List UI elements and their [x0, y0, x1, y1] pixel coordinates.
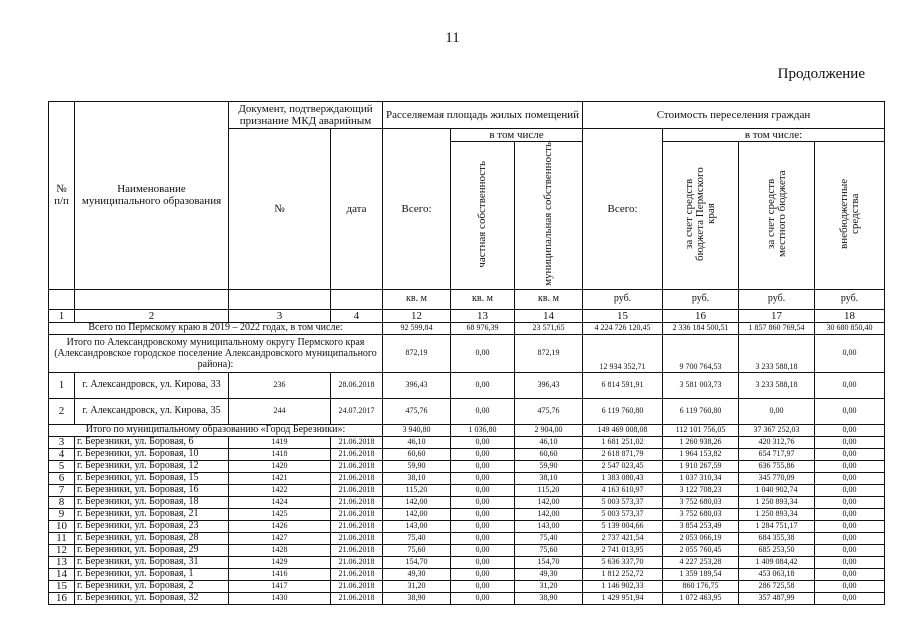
row-number: 8 [49, 496, 75, 508]
header-cost-extra: внебюджетные средства [815, 142, 885, 290]
row-value: 0,00 [451, 460, 515, 472]
aleks-total-value: 12 934 352,71 [583, 334, 663, 372]
row-value: 75,60 [383, 544, 451, 556]
header-doc-num: № [229, 129, 331, 290]
row-value: 1 910 267,59 [663, 460, 739, 472]
row-value: 154,70 [515, 556, 583, 568]
row-doc-date: 21.06.2018 [331, 532, 383, 544]
col-number: 12 [383, 309, 451, 322]
row-value: 0,00 [815, 580, 885, 592]
row-doc-number: 1418 [229, 448, 331, 460]
row-value: 1 409 084,42 [739, 556, 815, 568]
total-value: 68 976,39 [451, 322, 515, 334]
table-row [49, 544, 885, 556]
resettlement-table [48, 101, 885, 605]
row-address: г. Березники, ул. Боровая, 12 [75, 460, 229, 472]
aleks-total-row [49, 334, 885, 372]
header-doc-date: дата [331, 129, 383, 290]
aleks-total-label: Итого по Александровскому муниципальному округу Пермского края (Александровское городское поселение Александровского муниципального района): [49, 334, 383, 372]
row-value: 0,00 [451, 520, 515, 532]
row-doc-date: 21.06.2018 [331, 484, 383, 496]
row-value: 345 770,09 [739, 472, 815, 484]
row-value: 2 547 023,45 [583, 460, 663, 472]
row-value: 357 487,99 [739, 592, 815, 604]
table-row [49, 532, 885, 544]
row-value: 1 383 080,43 [583, 472, 663, 484]
row-value: 0,00 [451, 398, 515, 424]
row-address: г. Березники, ул. Боровая, 29 [75, 544, 229, 556]
row-value: 75,40 [383, 532, 451, 544]
col-number: 1 [49, 309, 75, 322]
row-doc-date: 21.06.2018 [331, 448, 383, 460]
row-value: 3 122 708,23 [663, 484, 739, 496]
row-value: 1 250 893,34 [739, 508, 815, 520]
row-value: 0,00 [815, 556, 885, 568]
row-number: 9 [49, 508, 75, 520]
row-value: 2 737 421,54 [583, 532, 663, 544]
row-doc-date: 21.06.2018 [331, 508, 383, 520]
header-cost-total: Всего: [583, 129, 663, 290]
unit-area-private: кв. м [451, 289, 515, 309]
row-value: 0,00 [815, 436, 885, 448]
continuation-label: Продолжение [777, 66, 865, 82]
row-value: 115,20 [515, 484, 583, 496]
row-value: 0,00 [451, 580, 515, 592]
row-doc-number: 1422 [229, 484, 331, 496]
table-header [49, 102, 885, 323]
row-value: 0,00 [815, 372, 885, 398]
col-number: 3 [229, 309, 331, 322]
header-cost-incl: в том числе: [663, 129, 885, 142]
row-value: 38,10 [515, 472, 583, 484]
bereznik-total-value: 112 101 756,05 [663, 424, 739, 436]
header-area-incl: в том числе [451, 129, 583, 142]
row-value: 1 250 893,34 [739, 496, 815, 508]
row-value: 38,10 [383, 472, 451, 484]
row-doc-number: 1427 [229, 532, 331, 544]
row-value: 453 063,18 [739, 568, 815, 580]
row-address: г. Александровск, ул. Кирова, 33 [75, 372, 229, 398]
row-address: г. Березники, ул. Боровая, 1 [75, 568, 229, 580]
row-address: г. Березники, ул. Боровая, 15 [75, 472, 229, 484]
row-value: 0,00 [451, 556, 515, 568]
row-address: г. Березники, ул. Боровая, 2 [75, 580, 229, 592]
row-value: 0,00 [451, 568, 515, 580]
row-value: 3 854 253,49 [663, 520, 739, 532]
bereznik-total-value: 0,00 [815, 424, 885, 436]
header-area: Расселяемая площадь жилых помещений [383, 102, 583, 129]
row-value: 654 717,97 [739, 448, 815, 460]
row-doc-date: 21.06.2018 [331, 580, 383, 592]
row-address: г. Березники, ул. Боровая, 32 [75, 592, 229, 604]
row-value: 860 176,75 [663, 580, 739, 592]
total-row [49, 322, 885, 334]
header-doc: Документ, подтверждающий признание МКД аварийным [229, 102, 383, 129]
row-doc-number: 1430 [229, 592, 331, 604]
row-address: г. Березники, ул. Боровая, 31 [75, 556, 229, 568]
row-number: 13 [49, 556, 75, 568]
row-number: 5 [49, 460, 75, 472]
row-value: 75,40 [515, 532, 583, 544]
bereznik-total-value: 2 904,00 [515, 424, 583, 436]
row-value: 636 755,86 [739, 460, 815, 472]
page-number: 11 [445, 30, 460, 46]
row-number: 7 [49, 484, 75, 496]
table-row [49, 484, 885, 496]
row-doc-number: 1420 [229, 460, 331, 472]
total-value: 2 336 184 500,51 [663, 322, 739, 334]
row-doc-date: 21.06.2018 [331, 592, 383, 604]
bereznik-total-label: Итого по муниципальному образованию «Город Березники»: [49, 424, 383, 436]
row-value: 0,00 [815, 568, 885, 580]
row-doc-number: 1429 [229, 556, 331, 568]
row-value: 1 429 951,94 [583, 592, 663, 604]
row-value: 1 964 153,82 [663, 448, 739, 460]
header-num: № п/п [49, 102, 75, 290]
row-value: 1 037 310,34 [663, 472, 739, 484]
row-doc-date: 21.06.2018 [331, 520, 383, 532]
col-number: 17 [739, 309, 815, 322]
row-doc-number: 1426 [229, 520, 331, 532]
row-value: 1 681 251,02 [583, 436, 663, 448]
row-value: 2 053 066,19 [663, 532, 739, 544]
row-value: 3 752 680,03 [663, 508, 739, 520]
row-value: 2 055 760,45 [663, 544, 739, 556]
row-value: 6 119 760,80 [663, 398, 739, 424]
table-row [49, 436, 885, 448]
row-value: 31,20 [515, 580, 583, 592]
row-address: г. Березники, ул. Боровая, 16 [75, 484, 229, 496]
row-value: 49,30 [383, 568, 451, 580]
row-value: 5 003 573,37 [583, 508, 663, 520]
header-cost-local: за счет средств местного бюджета [739, 142, 815, 290]
row-value: 142,00 [515, 508, 583, 520]
row-value: 60,60 [515, 448, 583, 460]
table-row [49, 592, 885, 604]
row-doc-date: 21.06.2018 [331, 568, 383, 580]
row-value: 1 146 902,33 [583, 580, 663, 592]
row-value: 143,00 [515, 520, 583, 532]
row-doc-number: 1421 [229, 472, 331, 484]
unit-cost-region: руб. [663, 289, 739, 309]
row-number: 12 [49, 544, 75, 556]
row-value: 5 003 573,37 [583, 496, 663, 508]
total-label: Всего по Пермскому краю в 2019 – 2022 годах, в том числе: [49, 322, 383, 334]
col-number: 14 [515, 309, 583, 322]
row-value: 396,43 [515, 372, 583, 398]
row-value: 0,00 [815, 520, 885, 532]
bereznik-total-value: 1 036,80 [451, 424, 515, 436]
table-row [49, 580, 885, 592]
table-row [49, 496, 885, 508]
bereznik-total-row [49, 424, 885, 436]
row-value: 38,90 [383, 592, 451, 604]
row-address: г. Александровск, ул. Кирова, 35 [75, 398, 229, 424]
row-value: 4 227 253,28 [663, 556, 739, 568]
row-address: г. Березники, ул. Боровая, 18 [75, 496, 229, 508]
row-value: 396,43 [383, 372, 451, 398]
row-value: 475,76 [515, 398, 583, 424]
aleks-total-value: 9 700 764,53 [663, 334, 739, 372]
row-doc-date: 21.06.2018 [331, 556, 383, 568]
row-number: 2 [49, 398, 75, 424]
row-doc-number: 1424 [229, 496, 331, 508]
row-value: 0,00 [451, 436, 515, 448]
row-doc-date: 21.06.2018 [331, 496, 383, 508]
row-value: 2 618 871,79 [583, 448, 663, 460]
row-value: 0,00 [815, 484, 885, 496]
row-value: 46,10 [515, 436, 583, 448]
row-address: г. Березники, ул. Боровая, 6 [75, 436, 229, 448]
bereznik-total-value: 149 469 008,08 [583, 424, 663, 436]
row-number: 3 [49, 436, 75, 448]
row-value: 0,00 [451, 484, 515, 496]
bereznik-total-value: 37 367 252,03 [739, 424, 815, 436]
table-row [49, 568, 885, 580]
unit-area-municipal: кв. м [515, 289, 583, 309]
col-number: 13 [451, 309, 515, 322]
row-value: 46,10 [383, 436, 451, 448]
row-value: 59,90 [383, 460, 451, 472]
row-value: 1 359 189,54 [663, 568, 739, 580]
unit-cost-total: руб. [583, 289, 663, 309]
row-value: 60,60 [383, 448, 451, 460]
header-area-municipal: муниципальная собственность [515, 142, 583, 290]
header-name: Наименование муниципального образования [75, 102, 229, 290]
row-value: 1 812 252,72 [583, 568, 663, 580]
row-value: 0,00 [815, 532, 885, 544]
row-value: 3 233 588,18 [739, 372, 815, 398]
row-number: 16 [49, 592, 75, 604]
row-value: 49,30 [515, 568, 583, 580]
aleks-total-value: 3 233 588,18 [739, 334, 815, 372]
row-number: 11 [49, 532, 75, 544]
row-doc-number: 1416 [229, 568, 331, 580]
row-value: 0,00 [451, 448, 515, 460]
row-value: 4 163 610,97 [583, 484, 663, 496]
total-value: 30 680 850,40 [815, 322, 885, 334]
col-number: 2 [75, 309, 229, 322]
total-value: 4 224 726 120,45 [583, 322, 663, 334]
row-address: г. Березники, ул. Боровая, 28 [75, 532, 229, 544]
row-value: 31,20 [383, 580, 451, 592]
table-row [49, 448, 885, 460]
row-value: 6 814 591,91 [583, 372, 663, 398]
row-value: 6 119 760,80 [583, 398, 663, 424]
row-doc-number: 1419 [229, 436, 331, 448]
header-area-total: Всего: [383, 129, 451, 290]
row-value: 143,00 [383, 520, 451, 532]
row-number: 10 [49, 520, 75, 532]
row-number: 6 [49, 472, 75, 484]
row-value: 142,00 [383, 508, 451, 520]
table-row [49, 460, 885, 472]
row-value: 420 312,76 [739, 436, 815, 448]
row-number: 15 [49, 580, 75, 592]
row-doc-number: 1425 [229, 508, 331, 520]
row-address: г. Березники, ул. Боровая, 23 [75, 520, 229, 532]
row-value: 1 260 938,26 [663, 436, 739, 448]
total-value: 23 571,65 [515, 322, 583, 334]
aleks-total-value: 0,00 [815, 334, 885, 372]
row-value: 0,00 [739, 398, 815, 424]
row-number: 1 [49, 372, 75, 398]
row-value: 0,00 [815, 448, 885, 460]
row-value: 154,70 [383, 556, 451, 568]
row-value: 2 741 013,95 [583, 544, 663, 556]
row-value: 0,00 [451, 532, 515, 544]
unit-area-total: кв. м [383, 289, 451, 309]
row-value: 3 752 680,03 [663, 496, 739, 508]
row-value: 0,00 [815, 472, 885, 484]
row-value: 0,00 [815, 544, 885, 556]
table-row [49, 520, 885, 532]
row-value: 1 072 463,95 [663, 592, 739, 604]
row-number: 14 [49, 568, 75, 580]
row-value: 115,20 [383, 484, 451, 496]
row-value: 0,00 [815, 460, 885, 472]
aleks-total-value: 872,19 [515, 334, 583, 372]
aleks-total-value: 872,19 [383, 334, 451, 372]
row-value: 0,00 [815, 496, 885, 508]
unit-cost-local: руб. [739, 289, 815, 309]
row-value: 59,90 [515, 460, 583, 472]
row-value: 0,00 [451, 508, 515, 520]
row-value: 0,00 [451, 544, 515, 556]
table-row [49, 372, 885, 398]
row-value: 286 725,58 [739, 580, 815, 592]
row-value: 0,00 [451, 496, 515, 508]
row-value: 142,00 [515, 496, 583, 508]
row-value: 5 139 004,66 [583, 520, 663, 532]
table-row [49, 508, 885, 520]
row-doc-number: 1428 [229, 544, 331, 556]
row-doc-number: 1417 [229, 580, 331, 592]
table-row [49, 398, 885, 424]
row-doc-date: 28.06.2018 [331, 372, 383, 398]
bereznik-total-value: 3 940,80 [383, 424, 451, 436]
row-value: 3 581 003,73 [663, 372, 739, 398]
row-value: 475,76 [383, 398, 451, 424]
row-value: 685 253,50 [739, 544, 815, 556]
row-doc-date: 21.06.2018 [331, 460, 383, 472]
row-value: 0,00 [451, 372, 515, 398]
row-doc-date: 24.07.2017 [331, 398, 383, 424]
col-number: 4 [331, 309, 383, 322]
col-number: 16 [663, 309, 739, 322]
aleks-total-value: 0,00 [451, 334, 515, 372]
row-value: 38,90 [515, 592, 583, 604]
row-doc-number: 244 [229, 398, 331, 424]
header-cost: Стоимость переселения граждан [583, 102, 885, 129]
row-value: 142,00 [383, 496, 451, 508]
row-number: 4 [49, 448, 75, 460]
row-address: г. Березники, ул. Боровая, 10 [75, 448, 229, 460]
row-value: 684 355,38 [739, 532, 815, 544]
row-value: 0,00 [815, 508, 885, 520]
row-value: 0,00 [815, 592, 885, 604]
unit-cost-extra: руб. [815, 289, 885, 309]
row-doc-date: 21.06.2018 [331, 472, 383, 484]
total-value: 1 857 860 769,54 [739, 322, 815, 334]
row-value: 0,00 [451, 472, 515, 484]
col-number: 15 [583, 309, 663, 322]
row-doc-date: 21.06.2018 [331, 544, 383, 556]
row-value: 75,60 [515, 544, 583, 556]
total-value: 92 599,84 [383, 322, 451, 334]
row-value: 1 284 751,17 [739, 520, 815, 532]
header-cost-region: за счет средств бюджета Пермского края [663, 142, 739, 290]
row-value: 0,00 [451, 592, 515, 604]
table-row [49, 472, 885, 484]
row-value: 5 636 337,70 [583, 556, 663, 568]
header-area-private: частная собственность [451, 142, 515, 290]
row-doc-date: 21.06.2018 [331, 436, 383, 448]
row-value: 1 040 902,74 [739, 484, 815, 496]
col-number: 18 [815, 309, 885, 322]
row-doc-number: 236 [229, 372, 331, 398]
table-row [49, 556, 885, 568]
row-value: 0,00 [815, 398, 885, 424]
row-address: г. Березники, ул. Боровая, 21 [75, 508, 229, 520]
